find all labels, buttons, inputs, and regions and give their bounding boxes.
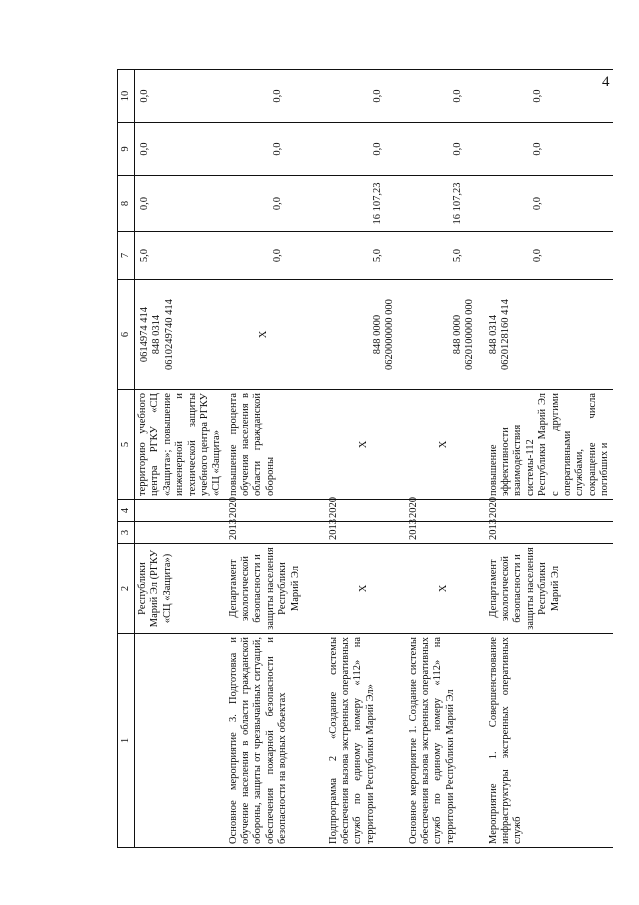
value-col8: 16 107,23: [406, 176, 486, 232]
value-col9: 0,0: [486, 123, 614, 176]
budget-code: 0614974 414 848 0314 0610249740 414: [135, 280, 226, 390]
start-year: [135, 522, 226, 544]
value-col7: 0,0: [486, 232, 614, 280]
start-year: 2013: [406, 522, 486, 544]
program-activities-table: [117, 69, 613, 848]
header-cell: 8: [118, 176, 135, 232]
executor: Департамент экологической безопасности и защиты населения Республики Марий Эл: [486, 544, 614, 634]
end-year: 2020: [406, 500, 486, 522]
value-col9: 0,0: [406, 123, 486, 176]
value-col10: 0,0: [326, 70, 406, 123]
header-cell: 5: [118, 390, 135, 500]
executor: Республики Марий Эл (РГКУ «СЦ «Защита»): [135, 544, 226, 634]
expected-result: X: [326, 390, 406, 500]
header-cell: 7: [118, 232, 135, 280]
page-number: 4: [602, 74, 610, 90]
rotated-page-content: [117, 70, 616, 848]
header-cell: 4: [118, 500, 135, 522]
activity-name: Подпрограмма 2 «Создание системы обеспечения вызова экстренных оперативных служб по единому номеру «112» на территории Республики Марий Эл»: [326, 634, 406, 848]
header-cell: 3: [118, 522, 135, 544]
value-col8: 16 107,23: [326, 176, 406, 232]
start-year: 2013: [326, 522, 406, 544]
expected-result: повышение процента обучения населения в области гражданской обороны: [226, 390, 326, 500]
activity-name: Основное мероприятие 1. Создание системы обеспечения вызова экстренных оперативных служб по единому номеру «112» на территории Республики Марий Эл: [406, 634, 486, 848]
executor: X: [326, 544, 406, 634]
expected-result: территорию учебного центра РГКУ «СЦ «Защита»; повышение инженерной и технической защиты учебного центра РГКУ «СЦ «Защита»: [135, 390, 226, 500]
header-cell: 2: [118, 544, 135, 634]
executor: Департамент экологической безопасности и защиты населения Республики Марий Эл: [226, 544, 326, 634]
value-col9: 0,0: [326, 123, 406, 176]
executor: X: [406, 544, 486, 634]
value-col8: 0,0: [486, 176, 614, 232]
end-year: 2020: [326, 500, 406, 522]
table-row: [226, 70, 326, 848]
table-row: [406, 70, 486, 848]
table-row: [486, 70, 614, 848]
value-col7: 5,0: [406, 232, 486, 280]
budget-code: 848 0314 0620128160 414: [486, 280, 614, 390]
activity-name: Основное мероприятие 3. Подготовка и обучение населения в области гражданской обороны, защиты от чрезвычайных ситуаций, обеспечения пожарной безопасности и безопасности на водных объектах: [226, 634, 326, 848]
value-col7: 0,0: [226, 232, 326, 280]
end-year: 2020: [486, 500, 614, 522]
end-year: 2020: [226, 500, 326, 522]
value-col7: 5,0: [135, 232, 226, 280]
activity-name: Мероприятие 1. Совершенствование инфраструктуры экстренных оперативных служб: [486, 634, 614, 848]
value-col9: 0,0: [135, 123, 226, 176]
value-col10: 0,0: [226, 70, 326, 123]
header-cell: 10: [118, 70, 135, 123]
start-year: 2013: [486, 522, 614, 544]
activity-name: [135, 634, 226, 848]
header-cell: 1: [118, 634, 135, 848]
table-row: [135, 70, 226, 848]
value-col10: 0,0: [486, 70, 614, 123]
value-col10: 0,0: [135, 70, 226, 123]
budget-code: 848 0000 0620100000 000: [406, 280, 486, 390]
value-col7: 5,0: [326, 232, 406, 280]
value-col8: 0,0: [135, 176, 226, 232]
start-year: 2013: [226, 522, 326, 544]
header-cell: 9: [118, 123, 135, 176]
expected-result: повышение эффективности взаимодействия системы-112 Республики Марий Эл с другими оперативными службами, сокращение числа погибших и: [486, 390, 614, 500]
value-col10: 0,0: [406, 70, 486, 123]
header-cell: 6: [118, 280, 135, 390]
end-year: [135, 500, 226, 522]
value-col9: 0,0: [226, 123, 326, 176]
value-col8: 0,0: [226, 176, 326, 232]
table-row: [326, 70, 406, 848]
expected-result: X: [406, 390, 486, 500]
budget-code: X: [226, 280, 326, 390]
header-row: [118, 70, 135, 848]
budget-code: 848 0000 0620000000 000: [326, 280, 406, 390]
